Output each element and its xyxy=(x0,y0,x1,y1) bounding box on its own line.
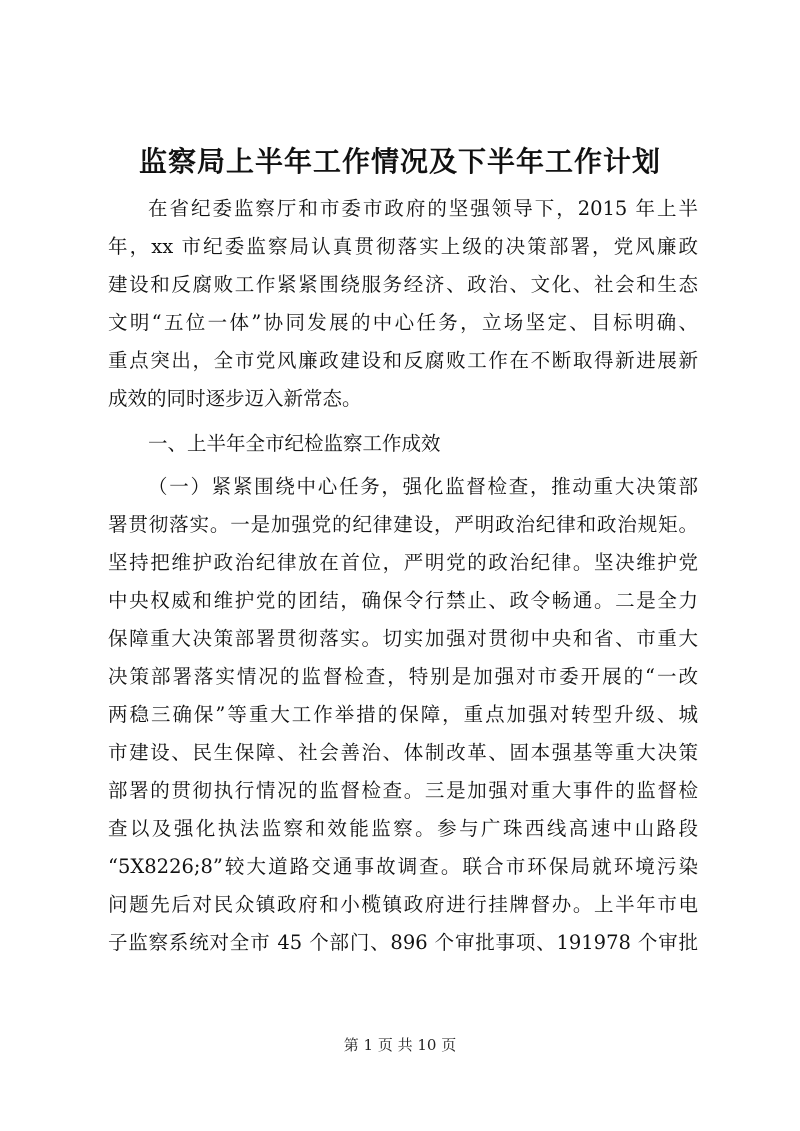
section-heading: 一、上半年全市纪检监察工作成效 xyxy=(148,432,441,455)
paragraph-line: 在省纪委监察厅和市委市政府的坚强领导下，2015 年上半 xyxy=(148,197,698,220)
paragraph-line: 坚持把维护政治纪律放在首位，严明党的政治纪律。坚决维护党 xyxy=(108,551,698,574)
paragraph-line: 决策部署落实情况的监督检查，特别是加强对市委开展的“一改 xyxy=(108,665,698,688)
paragraph-line: （一）紧紧围绕中心任务，强化监督检查，推动重大决策部 xyxy=(148,475,698,498)
paragraph-line: 重点突出，全市党风廉政建设和反腐败工作在不断取得新进展新 xyxy=(108,349,698,372)
paragraph-line: 文明“五位一体”协同发展的中心任务，立场坚定、目标明确、 xyxy=(108,311,698,334)
paragraph-line: 成效的同时逐步迈入新常态。 xyxy=(108,387,362,410)
paragraph-line: 市建设、民生保障、社会善治、体制改革、固本强基等重大决策 xyxy=(108,741,698,764)
page-number-footer: 第 1 页 共 10 页 xyxy=(343,1036,457,1054)
paragraph-line: 中央权威和维护党的团结，确保令行禁止、政令畅通。二是全力 xyxy=(108,589,698,612)
document-title: 监察局上半年工作情况及下半年工作计划 xyxy=(138,145,661,178)
paragraph-line: 年，xx 市纪委监察局认真贯彻落实上级的决策部署，党风廉政 xyxy=(108,235,698,258)
paragraph-line: 建设和反腐败工作紧紧围绕服务经济、政治、文化、社会和生态 xyxy=(108,273,698,296)
paragraph-line: 署贯彻落实。一是加强党的纪律建设，严明政治纪律和政治规矩。 xyxy=(108,513,698,536)
paragraph-line: 部署的贯彻执行情况的监督检查。三是加强对重大事件的监督检 xyxy=(108,779,698,802)
paragraph-line: 两稳三确保”等重大工作举措的保障，重点加强对转型升级、城 xyxy=(108,703,698,726)
paragraph-line: 保障重大决策部署贯彻落实。切实加强对贯彻中央和省、市重大 xyxy=(108,627,698,650)
paragraph-line: 子监察系统对全市 45 个部门、896 个审批事项、191978 个审批 xyxy=(108,931,698,954)
paragraph-line: “5X8226;8”较大道路交通事故调查。联合市环保局就环境污染 xyxy=(108,855,698,878)
paragraph-line: 查以及强化执法监察和效能监察。参与广珠西线高速中山路段 xyxy=(108,817,698,840)
paragraph-line: 问题先后对民众镇政府和小榄镇政府进行挂牌督办。上半年市电 xyxy=(108,893,698,916)
